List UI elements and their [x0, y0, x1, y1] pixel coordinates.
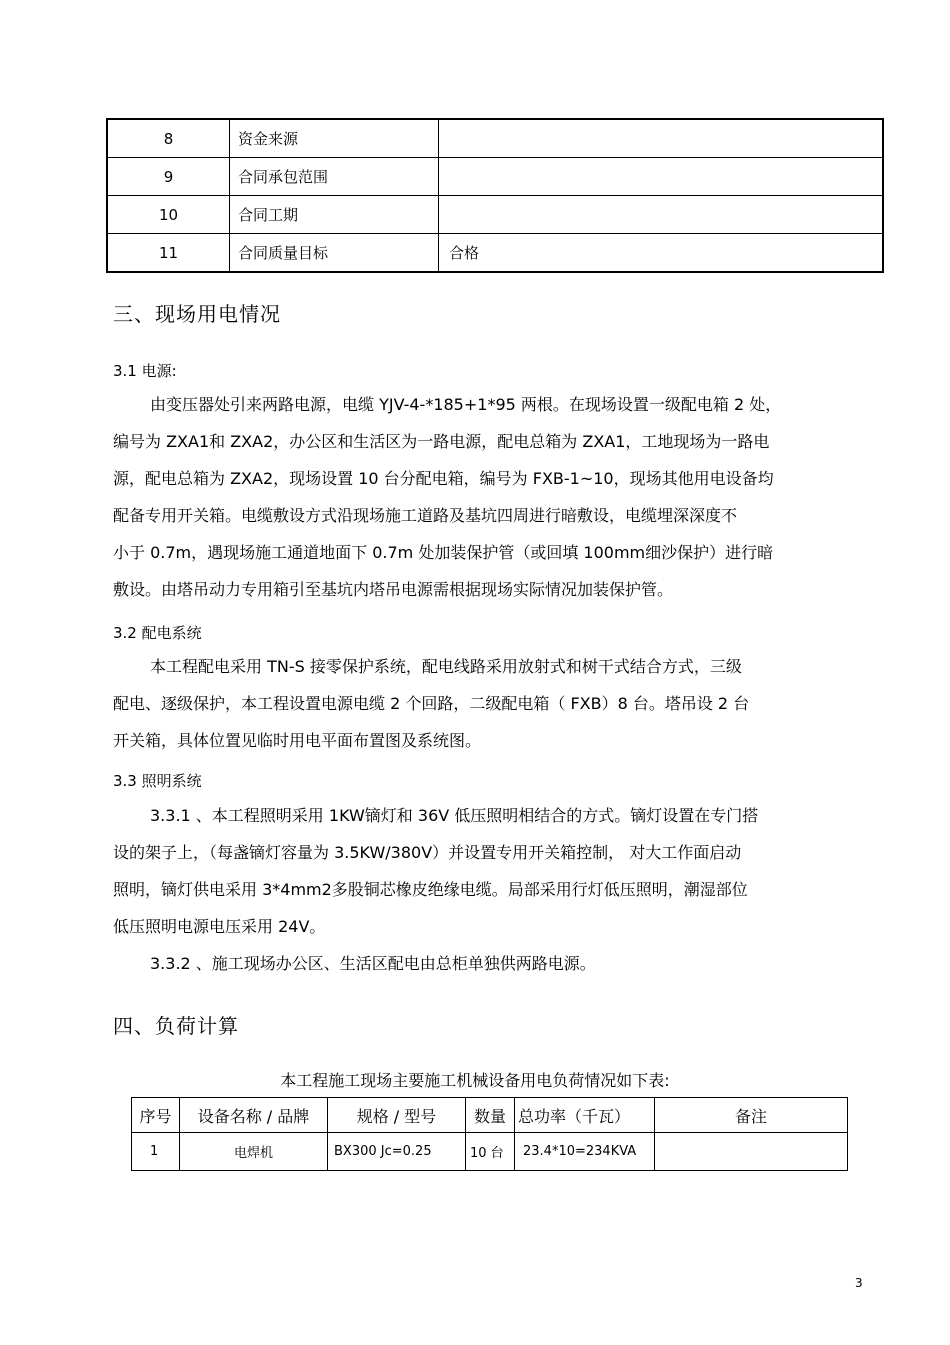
row-item: 合同质量目标 [230, 234, 439, 273]
row-number: 8 [107, 119, 230, 158]
s31-body [113, 386, 781, 608]
cell: 1 [132, 1133, 180, 1171]
col-header: 规格 / 型号 [328, 1098, 466, 1133]
contract-info-table [106, 118, 884, 273]
table-row [107, 158, 883, 196]
col-header: 备注 [655, 1098, 848, 1133]
paragraph-line: 由变压器处引来两路电源，电缆 YJV-4-*185+1*95 两根。在现场设置一级配电箱 2 处， [150, 395, 782, 414]
paragraph-line: 编号为 ZXA1和 ZXA2，办公区和生活区为一路电源，配电总箱为 ZXA1，工地现场为一路电 [113, 432, 770, 451]
row-number: 11 [107, 234, 230, 273]
cell [655, 1133, 848, 1171]
paragraph-line: 配备专用开关箱。电缆敷设方式沿现场施工道路及基坑四周进行暗敷设，电缆埋深深度不 [113, 506, 738, 525]
paragraph-line: 配电、逐级保护，本工程设置电源电缆 2 个回路，二级配电箱（ FXB）8 台。塔吊设 2 台 [113, 694, 750, 713]
table-row [107, 234, 883, 273]
paragraph-line: 源，配电总箱为 ZXA2，现场设置 10 台分配电箱，编号为 FXB-1~10，现场其他用电设备均 [113, 469, 774, 488]
paragraph-line: 设的架子上，（每盏镝灯容量为 3.5KW/380V）并设置专用开关箱控制， 对大工作面启动 [113, 843, 742, 862]
paragraph-line: 照明，镝灯供电采用 3*4mm2多股铜芯橡皮绝缘电缆。局部采用行灯低压照明，潮湿部位 [113, 880, 748, 899]
paragraph-line: 低压照明电源电压采用 24V。 [113, 917, 326, 936]
col-header: 设备名称 / 品牌 [180, 1098, 328, 1133]
section3-title: 三、现场用电情况 [113, 302, 281, 326]
table-row [107, 119, 883, 158]
row-item: 合同工期 [230, 196, 439, 234]
row-value [439, 119, 884, 158]
col-header: 总功率（千瓦） [515, 1098, 655, 1133]
cell: 10 台 [466, 1133, 515, 1171]
row-number: 9 [107, 158, 230, 196]
paragraph-line: 敷设。由塔吊动力专用箱引至基坑内塔吊电源需根据现场实际情况加装保护管。 [113, 580, 674, 599]
page-number: 3 [855, 1276, 863, 1290]
paragraph-line: 本工程配电采用 TN-S 接零保护系统，配电线路采用放射式和树干式结合方式，三级 [150, 657, 742, 676]
row-item: 合同承包范围 [230, 158, 439, 196]
cell: 23.4*10=234KVA [515, 1133, 655, 1171]
col-header: 数量 [466, 1098, 515, 1133]
s32-heading: 3.2 配电系统 [113, 624, 202, 642]
s33-heading: 3.3 照明系统 [113, 772, 202, 790]
table-row [107, 196, 883, 234]
table-header-row [132, 1098, 848, 1133]
s31-heading: 3.1 电源: [113, 362, 177, 380]
row-number: 10 [107, 196, 230, 234]
paragraph-line: 开关箱，具体位置见临时用电平面布置图及系统图。 [113, 731, 482, 750]
load-table [131, 1097, 848, 1171]
section4-title: 四、负荷计算 [113, 1014, 239, 1038]
row-item: 资金来源 [230, 119, 439, 158]
col-header: 序号 [132, 1098, 180, 1133]
table-row [132, 1133, 848, 1171]
table-caption: 本工程施工现场主要施工机械设备用电负荷情况如下表: [280, 1071, 670, 1090]
row-value [439, 196, 884, 234]
paragraph-line: 小于 0.7m，遇现场施工通道地面下 0.7m 处加装保护管（或回填 100mm细沙保护）进行暗 [113, 543, 774, 562]
cell: BX300 Jc=0.25 [328, 1133, 466, 1171]
row-value [439, 158, 884, 196]
s32-body [113, 648, 749, 759]
row-value: 合格 [439, 234, 884, 273]
cell: 电焊机 [180, 1133, 328, 1171]
s33-body [113, 797, 758, 982]
paragraph-line: 3.3.2 、施工现场办公区、生活区配电由总柜单独供两路电源。 [150, 954, 596, 973]
paragraph-line: 3.3.1 、本工程照明采用 1KW镝灯和 36V 低压照明相结合的方式。镝灯设置在专门搭 [150, 806, 759, 825]
